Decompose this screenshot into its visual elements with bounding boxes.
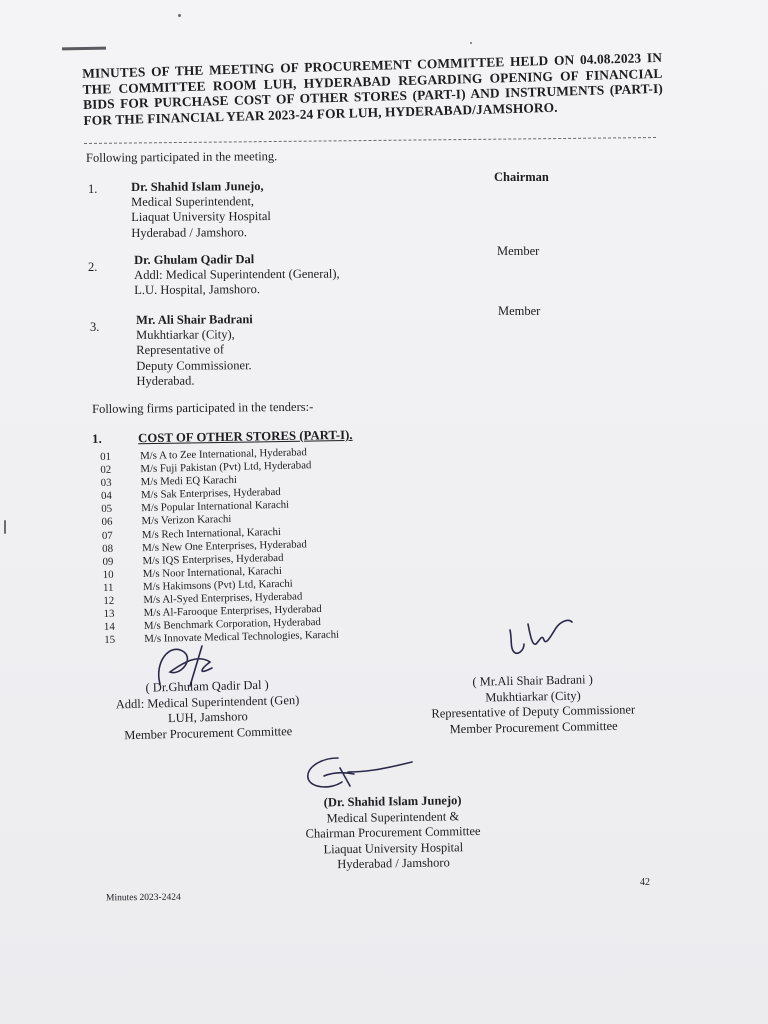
signatory-right (415, 671, 651, 738)
participants-intro: Following participated in the meeting. (85, 149, 278, 165)
firm-number: 09 (102, 555, 114, 568)
participant-2-line: L.U. Hospital, Jamshoro. (134, 282, 260, 298)
signatory-right-line: Representative of Deputy Commissioner (431, 702, 636, 721)
participant-2-line: Addl: Medical Superintendent (General), (134, 266, 340, 283)
firm-name: M/s Fuji Pakistan (Pvt) Ltd, Hyderabad (140, 459, 312, 476)
firm-number: 03 (100, 476, 112, 490)
signatory-center-line: Chairman Procurement Committee (305, 823, 481, 841)
firm-number: 06 (101, 516, 113, 529)
participant-1-line: Liaquat University Hospital (131, 209, 271, 225)
participant-1-name: Dr. Shahid Islam Junejo, (131, 179, 264, 194)
signature-center-mark (300, 750, 420, 800)
firm-number: 14 (103, 620, 115, 634)
signatory-left-name: ( Dr.Ghulam Qadir Dal ) (145, 677, 269, 695)
firm-name: M/s Verizon Karachi (141, 513, 232, 528)
participant-1-line: Medical Superintendent, (131, 194, 255, 210)
firm-number: 13 (103, 607, 115, 621)
firm-name: M/s Sak Enterprises, Hyderabad (140, 486, 281, 502)
firm-number: 04 (100, 490, 112, 503)
document-title: MINUTES OF THE MEETING OF PROCUREMENT COMMITTEE HELD ON 04.08.2023 IN THE COMMITTEE ROOM LUH, HYDERABAD REGARDING OPENING OF FINANCIAL BIDS FOR PURCHASE COST OF OTHER STORES (PART-I) AND INSTRUMENTS (PART-I) FOR THE FINANCIAL YEAR 2023-24 FOR LUH, HYDERABAD/JAMSHORO. (82, 49, 664, 128)
firm-name: M/s Benchmark Corporation, Hyderabad (143, 616, 321, 633)
participant-1-role: Chairman (494, 170, 549, 184)
section-title: COST OF OTHER STORES (PART-I). (137, 427, 353, 446)
participant-1-number: 1. (88, 182, 98, 196)
participant-3-line: Representative of (136, 342, 225, 358)
signatory-right-name: ( Mr.Ali Shair Badrani ) (472, 672, 593, 689)
signatory-center-line: Liaquat University Hospital (323, 839, 464, 856)
participant-3-line: Deputy Commissioner. (136, 357, 252, 373)
firm-name: M/s Hakimsons (Pvt) Ltd, Karachi (142, 577, 293, 593)
participant-3-line: Mukhtiarkar (City), (136, 327, 235, 343)
firm-name: M/s Popular International Karachi (141, 499, 290, 515)
firm-number: 05 (101, 503, 113, 516)
firms-list (100, 444, 404, 647)
scan-speck (178, 14, 181, 17)
firms-intro: Following firms participated in the tenders:- (92, 399, 314, 416)
scan-speck (470, 42, 472, 44)
section-number: 1. (92, 431, 102, 446)
firm-number: 01 (100, 450, 112, 463)
signatory-left-line: LUH, Jamshoro (167, 709, 248, 726)
firm-name: M/s Innovate Medical Technologies, Karachi (144, 628, 340, 646)
participant-3 (136, 312, 253, 389)
signatory-center-line: Hyderabad / Jamshoro (337, 855, 450, 872)
page-number: 42 (640, 877, 650, 888)
footer-reference: Minutes 2023-2424 (105, 892, 181, 904)
firm-number: 11 (102, 581, 114, 594)
section-heading (92, 427, 353, 447)
firm-name: M/s Noor International, Karachi (142, 564, 283, 580)
signatory-center-name: (Dr. Shahid Islam Junejo) (323, 793, 462, 810)
participant-3-role: Member (498, 304, 541, 318)
punch-mark (62, 47, 106, 51)
participant-1 (131, 179, 271, 241)
participant-2-name: Dr. Ghulam Qadir Dal (134, 252, 255, 267)
firm-name: M/s A to Zee International, Hyderabad (139, 446, 307, 463)
firm-name: M/s IQS Enterprises, Hyderabad (142, 551, 284, 567)
participant-3-line: Hyderabad. (136, 373, 195, 388)
firm-name: M/s Medi EQ Karachi (140, 474, 238, 489)
participant-2-number: 2. (88, 260, 98, 274)
signatory-right-line: Member Procurement Committee (449, 718, 618, 736)
signatory-left-line: Addl: Medical Superintendent (Gen) (115, 692, 300, 711)
signatory-center-line: Medical Superintendent & (326, 808, 460, 825)
participant-3-name: Mr. Ali Shair Badrani (136, 312, 253, 327)
firm-number: 12 (103, 594, 115, 607)
participant-2-role: Member (497, 244, 540, 258)
signatory-left (92, 676, 323, 744)
participant-3-number: 3. (90, 320, 100, 334)
signatory-center (285, 793, 501, 874)
firm-number: 15 (104, 634, 116, 647)
firm-name: M/s Al-Farooque Enterprises, Hyderabad (143, 603, 322, 620)
signature-right-mark (500, 604, 580, 664)
title-divider (84, 137, 656, 144)
signatory-right-line: Mukhtiarkar (City) (485, 688, 581, 705)
firm-name: M/s Rech International, Karachi (141, 525, 282, 541)
signatory-left-line: Member Procurement Committee (124, 723, 293, 742)
participant-1-line: Hyderabad / Jamshoro. (131, 224, 248, 240)
participant-2 (134, 252, 340, 299)
scan-speck (4, 520, 6, 534)
firm-name: M/s New One Enterprises, Hyderabad (142, 537, 307, 554)
firm-number: 10 (102, 568, 114, 581)
firm-number: 07 (101, 529, 113, 542)
firm-name: M/s Al-Syed Enterprises, Hyderabad (143, 590, 303, 607)
firm-number: 08 (102, 542, 114, 555)
firm-number: 02 (100, 463, 112, 477)
